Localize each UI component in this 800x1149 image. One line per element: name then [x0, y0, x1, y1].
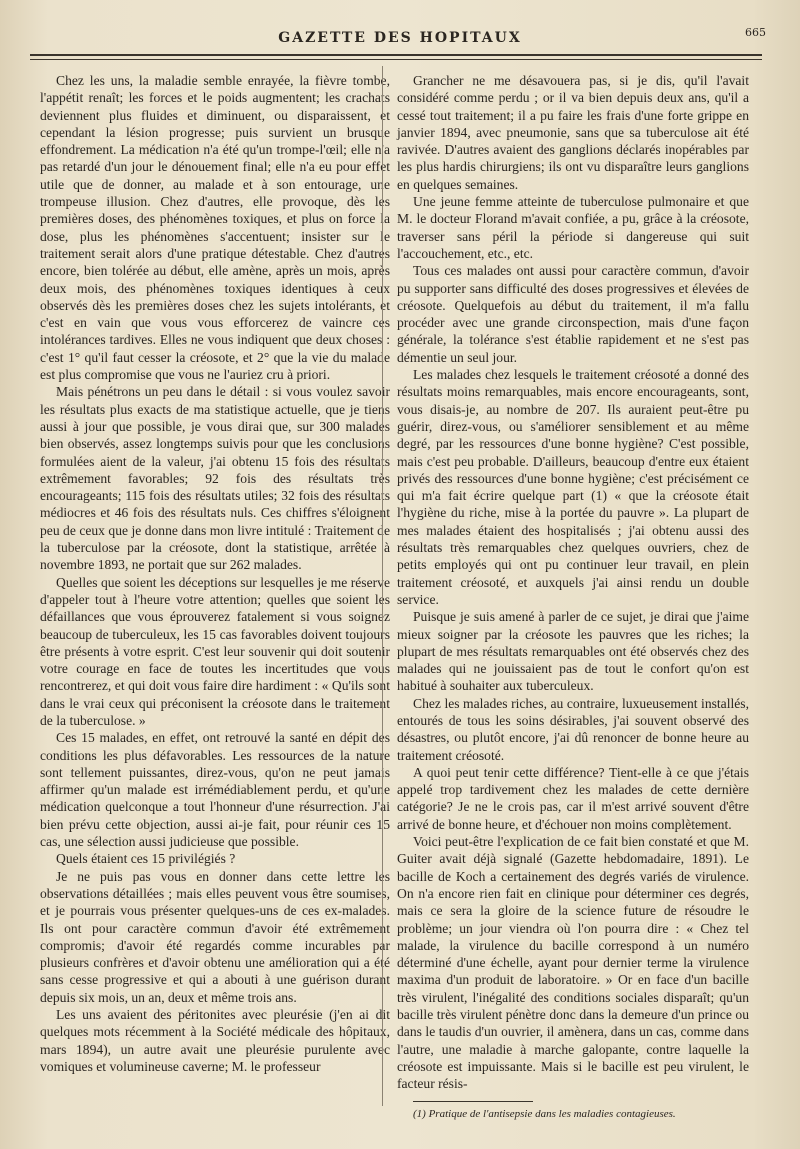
paragraph: Quelles que soient les déceptions sur lesquelles je me réserve d'appeler tout à l'heure votre attention; quelles que soient les défaillances que vous éprouverez fatalement si vous soignez beaucoup de tuberculeux, les 15 cas favorables doivent toujours être présents à votre esprit. C'est leur souvenir qui doit soutenir votre courage en face de toutes les incertitudes que vous rencontrerez, et qui doit vous faire dire hardiment : « Qu'ils sont dans le vrai ceux qui préconisent la créosote dans le traitement de la tuberculose. » — [40, 574, 390, 728]
paragraph: A quoi peut tenir cette différence? Tient-elle à ce que j'étais appelé trop tardivement chez les malades de cette dernière catégorie? Je ne le crois pas, car il m'est arrivé souvent d'être arrivé de bonne heure, et d'échouer non moins complètement. — [397, 764, 749, 832]
right-column — [397, 72, 749, 1121]
paragraph: Ces 15 malades, en effet, ont retrouvé la santé en dépit des conditions les plus défavorables. Les ressources de la nature sont tellement puissantes, direz-vous, qu'on ne peut jamais affirmer qu'un malade est irrémédiablement perdu, et qu'une médication quelconque a tout l'honneur d'une résurrection. J'ai bien prévu cette objection, aussi ai-je fait, pour réunir ces 15 cas, une sélection aussi judicieuse que possible. — [40, 730, 390, 850]
paragraph: Les uns avaient des péritonites avec pleurésie (j'en ai dit quelques mots récemment à la Société médicale des hôpitaux, mars 1894), un autre avait une pleurésie purulente avec vomiques et volumineuse caverne; M. le professeur — [40, 1007, 390, 1074]
left-column — [40, 72, 390, 1075]
journal-title: GAZETTE DES HOPITAUX — [278, 30, 522, 46]
footnote: (1) Pratique de l'antisepsie dans les maladies contagieuses. — [413, 1107, 676, 1120]
page-header — [30, 18, 770, 68]
footnote-rule — [413, 1101, 533, 1102]
paragraph: Les malades chez lesquels le traitement créosoté a donné des résultats moins remarquables, mais encore encourageants, sont, vous disais-je, au nombre de 207. Ils auraient peut-être pu guérir, direz-vous, ou s'améliorer sensiblement et au même degré, par les ressources d'une bonne hygiène? C'est possible, mais c'est peu probable. D'ailleurs, beaucoup d'entre eux étaient privés des ressources d'une bonne hygiène; c'est précisément ce qui m'a fait écrire quelque part (1) « que la créosote était l'hygiène du riche, mise à la portée du pauvre ». La plupart de mes malades étaient des hospitalisés ; j'ai obtenu aussi des résultats très remarquables chez quelques ouvriers, chez de petits employés qui ont pu continuer leur travail, en plein traitement créosoté, et auxquels j'ai ainsi rendu un double service. — [397, 367, 749, 607]
header-rule-thin — [30, 59, 762, 60]
column-divider — [382, 66, 383, 1106]
paragraph: Chez les uns, la maladie semble enrayée, la fièvre tombe, l'appétit renaît; les forces et le poids augmentent; les crachats deviennent plus fluides et diminuent, ou disparaissent, et cependant la lésion progresse; puis survient un brusque effondrement. La médication n'a été qu'un trompe-l'œil; elle n'a pas retardé d'un jour le dénouement final; elle n'a eu pour effet utile que de donner, au malade et à son entourage, une trompeuse illusion. Chez d'autres, elle provoque, dès les premières doses, des phénomènes toxiques, et plus on force la dose, plus les phénomènes s'accentuent; insister sur le traitement serait alors d'une pratique détestable. Chez d'autres encore, bien tolérée au début, elle amène, après un mois, après deux mois, des phénomènes toxiques identiques à ceux observés dès les premières doses chez les sujets intolérants, et c'est en vain que vous vous efforcerez de vaincre ces intolérances tardives. Elles ne vous indiquent que deux choses : c'est 1° qu'il faut cesser la créosote, et 2° que la vie du malade est plus compromise que vous ne l'auriez cru à priori. — [40, 73, 390, 383]
paragraph: Tous ces malades ont aussi pour caractère commun, d'avoir pu supporter sans difficulté des doses progressives et élevées de créosote. Quelquefois au début du traitement, il m'a fallu procéder avec une grande circonspection, mais d'une façon générale, la tolérance s'est établie rapidement et ne s'est pas démentie un seul jour. — [397, 263, 749, 365]
paragraph: Voici peut-être l'explication de ce fait bien constaté et que M. Guiter avait déjà signalé (Gazette hebdomadaire, 1891). Le bacille de Koch a certainement des degrés variés de virulence. On n'a encore rien fait en clinique pour déterminer ces degrés, mais ce sera la gloire de la science future de résoudre le problème; un jour viendra où l'on pourra dire : « Chez tel malade, la virulence du bacille correspond à un numéro déterminé d'une échelle, ayant pour dernier terme la virulence maxima d'un produit de laboratoire. » Or en face d'un bacille très virulent, l'inégalité des conditions sociales disparaît; qu'un bacille très virulent pénètre donc dans la demeure d'un prince ou dans le taudis d'un ouvrier, il amènera, dans un cas, comme dans l'autre, une maladie à marche galopante, contre laquelle la créosote est impuissante. Mais si le bacille est peu virulent, le facteur résis- — [397, 834, 749, 1092]
paragraph: Grancher ne me désavouera pas, si je dis, qu'il l'avait considéré comme perdu ; or il va bien depuis deux ans, qu'il a cessé tout traitement; il a pu faire les frais d'une forte grippe en janvier 1894, avec pneumonie, sans que sa tuberculose ait été ravivée. D'autres avaient des ganglions déclarés inopérables par les plus hardis chirurgiens; ils ont vu disparaître leurs ganglions en quelques semaines. — [397, 73, 749, 192]
paragraph: Une jeune femme atteinte de tuberculose pulmonaire et que M. le docteur Florand m'avait confiée, a pu, grâce à la créosote, traverser sans péril la période si dangereuse qui suit l'accouchement, etc., etc. — [397, 194, 749, 261]
paragraph: Mais pénétrons un peu dans le détail : si vous voulez savoir les résultats plus exacts de ma statistique actuelle, que je tiens aussi à jour que possible, je vous dirai que, sur 300 malades bien observés, assez longtemps suivis pour que les conclusions formulées aient de la valeur, j'ai obtenu 15 fois des résultats extrêmement favorables; 92 fois des résultats très encourageants; 115 fois des résultats utiles; 32 fois des résultats médiocres et 46 fois des résultats nuls. Ces chiffres s'éloignent peu de ceux que je donne dans mon livre intitulé : Traitement de la tuberculose par la créosote, dont la statistique, arrêtée à novembre 1893, ne portait que sur 262 malades. — [40, 384, 390, 573]
header-rule-thick — [30, 54, 762, 56]
paragraph: Chez les malades riches, au contraire, luxueusement installés, entourés de tous les soins désirables, j'ai souvent observé des désastres, ou plutôt encore, j'ai dû renoncer de bonne heure au traitement créosoté. — [397, 695, 749, 763]
page-number: 665 — [745, 26, 766, 39]
paragraph: Je ne puis pas vous en donner dans cette lettre les observations détaillées ; mais elles peuvent vous être soumises, et je pourrais vous présenter quelques-uns de ces ex-malades. Ils ont pour caractère commun d'avoir été extrêmement compromis; d'avoir été regardés comme incurables par plusieurs confrères et d'avoir obtenu une amélioration qui a été sans cesse progressive et qui a abouti à une guérison durant depuis six mois, un an, deux et même trois ans. — [40, 868, 390, 1005]
paragraph: Quels étaient ces 15 privilégiés ? — [56, 851, 236, 867]
paragraph: Puisque je suis amené à parler de ce sujet, je dirai que j'aime mieux soigner par la créosote les pauvres que les riches; la plupart de mes résultats remarquables ont été observés chez des malades qui ne jouissaient pas de tout le confort qu'on est habitué à souhaiter aux tuberculeux. — [397, 609, 749, 694]
